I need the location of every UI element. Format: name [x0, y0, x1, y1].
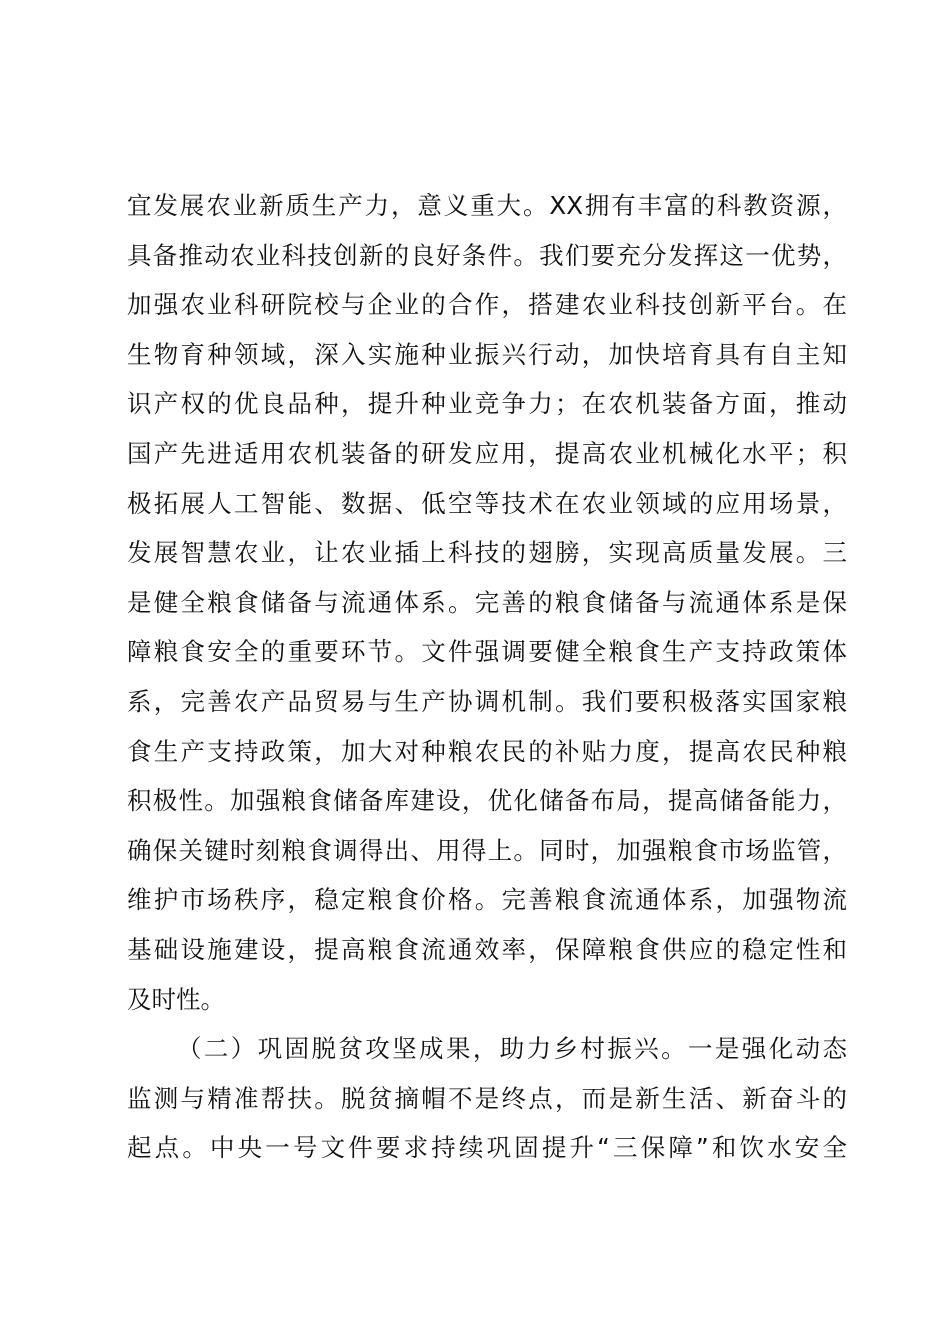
text-line: 起点。中央一号文件要求持续巩固提升“三保障”和饮水安全 — [127, 1133, 847, 1163]
text-line: 发展智慧农业，让农业插上科技的翅膀，实现高质量发展。三 — [127, 538, 847, 568]
text-line: 生物育种领域，深入实施种业振兴行动，加快培育具有自主知 — [127, 339, 847, 369]
text-line: 基础设施建设，提高粮食流通效率，保障粮食供应的稳定性和 — [127, 934, 847, 964]
section-heading-line: （二）巩固脱贫攻坚成果，助力乡村振兴。一是强化动态 — [177, 1034, 847, 1064]
text-line: 宜发展农业新质生产力，意义重大。XX拥有丰富的科教资源， — [127, 191, 847, 220]
text-line: 确保关键时刻粮食调得出、用得上。同时，加强粮食市场监管， — [127, 835, 847, 865]
text-line: 识产权的优良品种，提升种业竞争力；在农机装备方面，推动 — [127, 389, 847, 419]
text-line: 是健全粮食储备与流通体系。完善的粮食储备与流通体系是保 — [127, 587, 847, 617]
text-line: 障粮食安全的重要环节。文件强调要健全粮食生产支持政策体 — [127, 637, 847, 667]
body-text — [127, 181, 847, 1173]
text-line: 及时性。 — [127, 984, 225, 1014]
text-line: 系，完善农产品贸易与生产协调机制。我们要积极落实国家粮 — [127, 686, 847, 716]
text-line: 具备推动农业科技创新的良好条件。我们要充分发挥这一优势， — [127, 240, 847, 270]
text-line: 食生产支持政策，加大对种粮农民的补贴力度，提高农民种粮 — [127, 736, 847, 766]
text-line: 积极性。加强粮食储备库建设，优化储备布局，提高储备能力， — [127, 786, 847, 816]
text-line: 加强农业科研院校与企业的合作，搭建农业科技创新平台。在 — [127, 290, 847, 320]
text-line: 国产先进适用农机装备的研发应用，提高农业机械化水平；积 — [127, 438, 847, 468]
text-line: 维护市场秩序，稳定粮食价格。完善粮食流通体系，加强物流 — [127, 885, 847, 915]
text-line: 极拓展人工智能、数据、低空等技术在农业领域的应用场景， — [127, 488, 847, 518]
text-line: 监测与精准帮扶。脱贫摘帽不是终点，而是新生活、新奋斗的 — [127, 1083, 847, 1113]
